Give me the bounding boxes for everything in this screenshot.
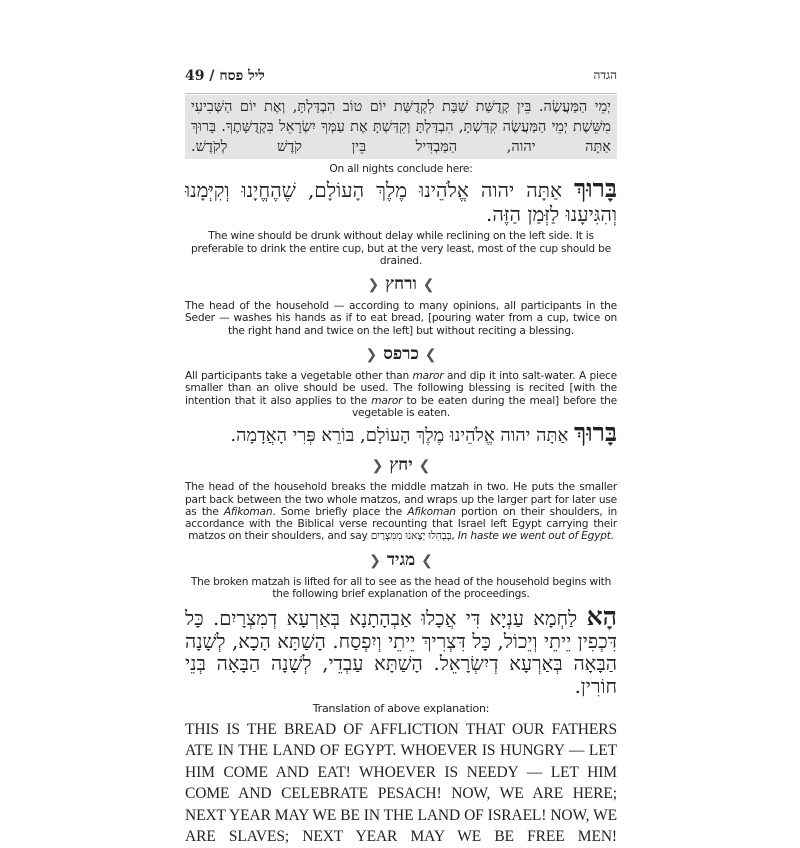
text: portion on their shoulders, in accordance with the Biblical verse recounting that Israel left Egypt carrying their matzos on their shoulders, and say [185, 505, 618, 543]
blessing-text: אַתָּה יהוה אֱלֹהֵינוּ מֶלֶךְ הָעוֹלָם, שֶׁהֶחֱיָנוּ וְקִיְּמָנוּ וְהִגִּיעָנוּ לַזְּמַן הַזֶּה. [185, 178, 617, 227]
term: maror [371, 394, 403, 407]
text: to be eaten during the meal] before the vegetable is eaten. [351, 394, 617, 419]
heading-text: מגיד [386, 549, 416, 570]
ornament-icon: ❮ [421, 552, 433, 569]
karpas-blessing [185, 418, 617, 448]
ornament-icon: ❮ [422, 277, 435, 294]
baruch-word: בָּרוּךְ [573, 418, 617, 448]
quote-translation: In haste we went out of Egypt. [457, 530, 614, 543]
maggid-instruction: The broken matzah is lifted for all to see as the head of the household begins with the following brief explanation of the proceedings. [190, 575, 612, 601]
aramaic-text: לַחְמָא עַנְיָא דִּי אֲכָלוּ אַבְהָתָנָא בְּאַרְעָא דְמִצְרָיִם. כָּל דִּכְפִין יֵיתֵי וְיֵכוֹל, כָּל דִּצְרִיךְ יֵיתֵי וְיִפְסַח. הָשַׁתָּא הָכָא, לְשָׁנָה הַבָּאָה בְּאַרְעָא דְיִשְׂרָאֵל. הָשַׁתָּא עַבְדֵי, לְשָׁנָה הַבָּאָה בְּנֵי חוֹרִין. [185, 607, 617, 698]
ornament-icon: ❯ [371, 458, 384, 475]
havdalah-box: יְמֵי הַמַּעֲשֶׂה. בֵּין קְדֻשַּׁת שַׁבָּת לִקְדֻשַּׁת יוֹם טוֹב הִבְדַּלְתָּ, וְאֶת יוֹם הַשְּׁבִיעִי מִשֵּׁשֶׁת יְמֵי הַמַּעֲשֶׂה קִדַּשְׁתָּ, הִבְדַּלְתָּ וְקִדַּשְׁתָּ אֶת עַמְּךָ יִשְׂרָאֵל בִּקְדֻשָּׁתֶךָ. בָּרוּךְ אַתָּה יהוה, הַמַּבְדִּיל בֵּין קֹדֶשׁ לְקֹדֶשׁ. [185, 95, 617, 159]
yachatz-instruction [185, 481, 617, 542]
heading-text: כרפס [383, 344, 419, 365]
ornament-icon: ❯ [367, 277, 380, 294]
header-rule [185, 93, 617, 94]
heading-text: יחץ [389, 455, 413, 476]
section-heading-yachatz [185, 454, 617, 477]
page-column [185, 68, 617, 848]
text: All participants take a vegetable other than [185, 370, 413, 383]
shehecheyanu-blessing [185, 174, 617, 227]
text: , [451, 530, 458, 543]
hebrew-quote: בְּבְהִלוּ יָצָאנוּ מִמִּצְרַיִם [370, 530, 452, 543]
blessing-text: אַתָּה יהוה אֱלֹהֵינוּ מֶלֶךְ הָעוֹלָם, בּוֹרֵא פְּרִי הָאֲדָמָה. [230, 425, 574, 447]
ornament-icon: ❮ [424, 347, 437, 364]
all-nights-label: On all nights conclude here: [329, 163, 473, 175]
ha-lachma-text [185, 602, 617, 698]
translation-label: Translation of above explanation: [312, 702, 490, 716]
term: Afikoman [223, 505, 273, 518]
term: maror [412, 370, 444, 383]
translation-text: THIS IS THE BREAD OF AFFLICTION THAT OUR FATHERS ATE IN THE LAND OF EGYPT. WHOEVER IS HUNGRY — LET HIM COME AND EAT! WHOEVER IS NEEDY — LET HIM COME AND CELEBRATE PESACH! NOW, WE ARE HERE; NEXT YEAR MAY WE BE IN THE LAND OF ISRAEL! NOW, WE ARE SLAVES; NEXT YEAR MAY WE BE FREE MEN! [185, 720, 617, 846]
section-heading-maggid [185, 549, 617, 572]
section-heading-karpas [185, 343, 617, 366]
ornament-icon: ❯ [365, 347, 378, 364]
page-header-left [185, 68, 265, 85]
ornament-icon: ❮ [418, 458, 431, 475]
ha-word: הָא [586, 602, 617, 632]
heading-text: ורחץ [385, 274, 417, 295]
section-heading-urchatz [185, 273, 617, 296]
page-title: ליל פסח [219, 68, 265, 84]
term: Afikoman [407, 505, 456, 518]
running-header [185, 68, 617, 86]
karpas-instruction [185, 370, 617, 419]
text: . Some briefly place the [272, 505, 408, 518]
page-number: 49 / [185, 68, 220, 84]
text: The head of the household breaks the middle matzah in two. He puts the smaller part back between the two whole matzos, and wraps up the larger part for later use as the [185, 481, 617, 518]
wine-instruction: The wine should be drunk without delay while reclining on the left side. It is preferable to drink the entire cup, but at the very least, most of the cup should be drained. [191, 230, 611, 267]
ornament-icon: ❯ [369, 552, 381, 569]
book-title: הגדה [593, 68, 617, 82]
text: and dip it into salt-water. A piece smaller than an olive should be used. The following blessing is recited [with the intention that it also applies to the [185, 370, 617, 407]
baruch-word: בָּרוּךְ [573, 174, 617, 204]
urchatz-instruction: The head of the household — according to many opinions, all participants in the Seder — washes his hands as if to eat bread, [pouring water from a cup, twice on the right hand and twice on the left] but without reciting a blessing. [185, 300, 617, 337]
